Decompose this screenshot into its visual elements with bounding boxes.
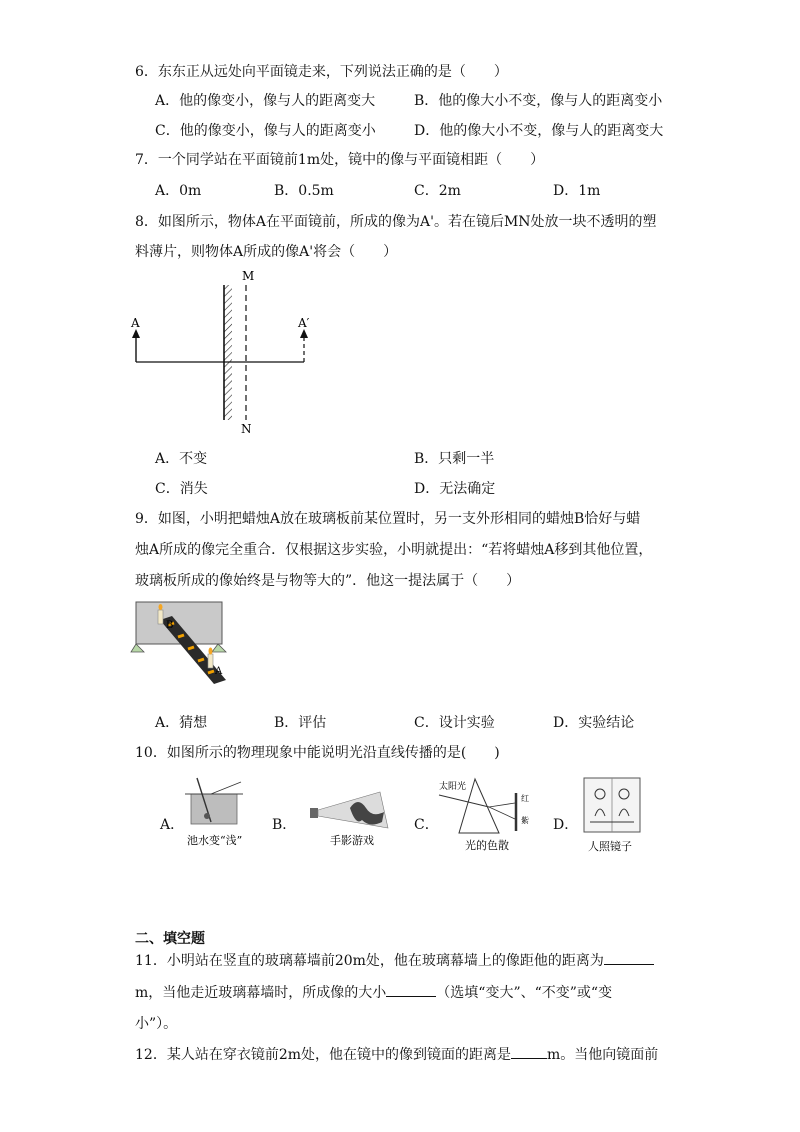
q8-label-a: A <box>131 316 140 330</box>
q7-option-b[interactable]: B．0.5m <box>274 183 334 199</box>
q10-mirror-image <box>578 774 648 856</box>
q8-label-a-prime: A′ <box>298 316 310 330</box>
q6-stem: 6．东东正从远处向平面镜走来，下列说法正确的是（ ） <box>135 64 508 80</box>
q9-label-a: A <box>215 666 223 677</box>
q10-hand-shadow-image <box>300 778 395 850</box>
q9-label-b: B <box>166 620 174 631</box>
q10-caption-b: 手影游戏 <box>330 834 374 847</box>
q9-option-a[interactable]: A．猜想 <box>155 715 208 731</box>
q11-text-2b: （选填“变大”、“不变”或“变 <box>436 985 613 1001</box>
q10-option-c[interactable]: C． <box>414 817 439 833</box>
q12-text-1a: 12．某人站在穿衣镜前2m处，他在镜中的像到镜面的距离是 <box>135 1047 511 1063</box>
q9-option-c[interactable]: C．设计实验 <box>414 715 495 731</box>
q7-stem: 7．一个同学站在平面镜前1m处，镜中的像与平面镜相距（ ） <box>135 152 545 168</box>
q6-option-d[interactable]: D．他的像大小不变，像与人的距离变大 <box>414 123 664 139</box>
q8-stem-line1: 8．如图所示，物体A在平面镜前，所成的像为A'。若在镜后MN处放一块不透明的塑 <box>135 214 657 230</box>
q6-option-c[interactable]: C．他的像变小，像与人的距离变小 <box>155 123 376 139</box>
q7-option-a[interactable]: A．0m <box>155 183 202 199</box>
q11-line3: 小”）。 <box>135 1016 178 1032</box>
q8-option-c[interactable]: C．消失 <box>155 481 208 497</box>
q11-line2 <box>135 982 612 1003</box>
q8-label-n: N <box>241 422 252 436</box>
q12-text-1b: m。当他向镜面前 <box>547 1047 659 1063</box>
q11-text-2a: m，当他走近玻璃幕墙时，所成像的大小 <box>135 985 387 1001</box>
q8-label-m: M <box>242 269 255 283</box>
q9-stem-line1: 9．如图，小明把蜡烛A放在玻璃板前某位置时，另一支外形相同的蜡烛B恰好与蜡 <box>135 511 641 527</box>
q11-line1 <box>135 950 654 971</box>
q9-option-d[interactable]: D．实验结论 <box>553 715 635 731</box>
q8-mirror-figure <box>128 265 328 435</box>
q10-pool-image <box>185 778 247 850</box>
q9-candle-figure <box>130 598 250 693</box>
q11-blank-2[interactable] <box>386 982 436 997</box>
q8-option-b[interactable]: B．只剩一半 <box>414 451 495 467</box>
q10-option-b[interactable]: B． <box>272 817 297 833</box>
q11-text-1: 11．小明站在竖直的玻璃幕墙前20m处，他在玻璃幕墙上的像距他的距离为 <box>135 953 604 969</box>
q8-stem-line2: 料薄片，则物体A所成的像A'将会（ ） <box>135 244 398 260</box>
q8-option-a[interactable]: A．不变 <box>155 451 208 467</box>
q9-stem-line2: 烛A所成的像完全重合．仅根据这步实验，小明就提出：“若将蜡烛A移到其他位置， <box>135 542 653 558</box>
q12-line1 <box>135 1044 658 1065</box>
q10-option-a[interactable]: A． <box>160 817 185 833</box>
q9-stem-line3: 玻璃板所成的像始终是与物等大的”．他这一提法属于（ ） <box>135 573 521 589</box>
q10-violet-label: 紫 <box>521 816 529 825</box>
q10-dispersion-image <box>437 775 542 855</box>
q7-option-c[interactable]: C．2m <box>414 183 461 199</box>
section-2-heading: 二、填空题 <box>135 931 205 947</box>
q8-option-d[interactable]: D．无法确定 <box>414 481 496 497</box>
q10-caption-c: 光的色散 <box>465 839 509 852</box>
q10-stem: 10．如图所示的物理现象中能说明光沿直线传播的是( ) <box>135 745 500 761</box>
q10-option-d[interactable]: D． <box>553 817 579 833</box>
q6-option-b[interactable]: B．他的像大小不变，像与人的距离变小 <box>414 93 663 109</box>
q10-caption-a: 池水变“浅” <box>187 834 243 847</box>
q6-option-a[interactable]: A．他的像变小，像与人的距离变大 <box>155 93 376 109</box>
q10-caption-d: 人照镜子 <box>588 840 632 853</box>
q11-blank-1[interactable] <box>604 950 654 965</box>
q10-sun-label: 太阳光 <box>439 782 467 792</box>
q9-option-b[interactable]: B．评估 <box>274 715 327 731</box>
q10-red-label: 红 <box>521 794 529 803</box>
q12-blank-1[interactable] <box>511 1044 547 1059</box>
q7-option-d[interactable]: D．1m <box>553 183 601 199</box>
